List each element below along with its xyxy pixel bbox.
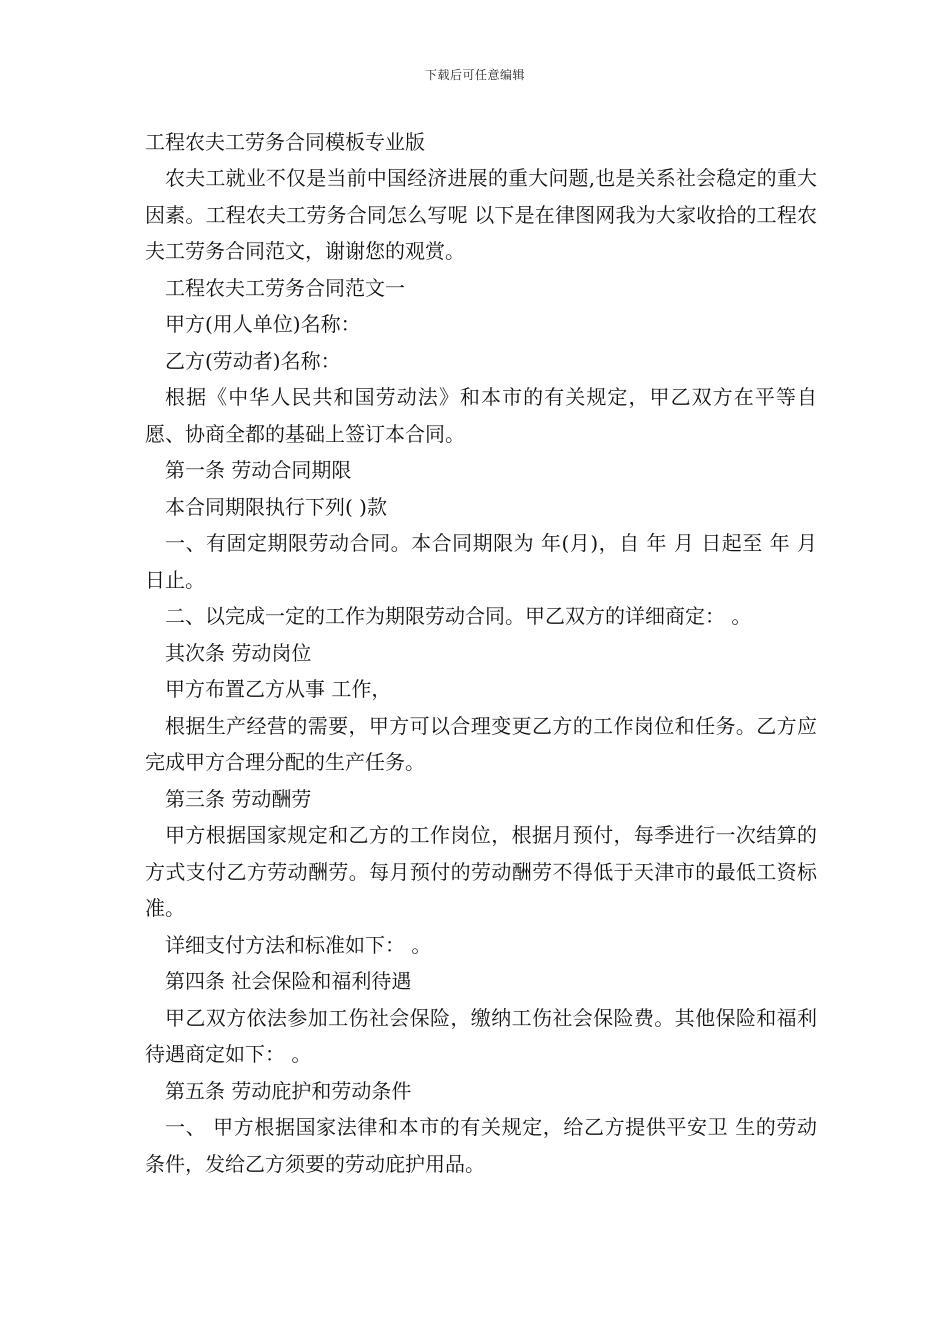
- article-4-insurance: 甲乙双方依法参加工伤社会保险，缴纳工伤社会保险费。其他保险和福利待遇商定如下： 。: [145, 1005, 817, 1066]
- paragraph-sample-heading: 工程农夫工劳务合同范文一: [165, 275, 405, 300]
- header-note: 下载后可任意编辑: [424, 68, 525, 82]
- paragraph-basis: 根据《中华人民共和国劳动法》和本市的有关规定，甲乙双方在平等自愿、协商全都的基础上签订本合同。: [145, 385, 817, 446]
- paragraph-party-a: 甲方(用人单位)名称：: [165, 312, 361, 336]
- article-3-standard: 详细支付方法和标准如下： 。: [165, 932, 432, 957]
- article-4-heading: 第四条 社会保险和福利待遇: [165, 969, 412, 993]
- document-title: 工程农夫工劳务合同模板专业版: [145, 130, 425, 154]
- article-5-item-1: 一、 甲方根据国家法律和本市的有关规定，给乙方提供平安卫 生的劳动条件，发给乙方须要的劳动庇护用品。: [145, 1115, 817, 1176]
- article-1-clause: 本合同期限执行下列( )款: [165, 494, 387, 519]
- article-2-assignment: 甲方布置乙方从事 工作，: [165, 677, 392, 701]
- document-body: [145, 124, 817, 1182]
- paragraph-intro: 农夫工就业不仅是当前中国经济进展的重大问题,也是关系社会稳定的重大因素。工程农夫工劳务合同怎么写呢 以下是在律图网我为大家收拾的工程农夫工劳务合同范文，谢谢您的观赏。: [145, 166, 817, 263]
- article-2-change: 根据生产经营的需要，甲方可以合理变更乙方的工作岗位和任务。乙方应完成甲方合理分配的生产任务。: [145, 713, 817, 774]
- article-3-payment: 甲方根据国家规定和乙方的工作岗位，根据月预付，每季进行一次结算的方式支付乙方劳动酬劳。每月预付的劳动酬劳不得低于天津市的最低工资标准。: [145, 823, 817, 920]
- article-2-heading: 其次条 劳动岗位: [165, 640, 312, 665]
- article-5-heading: 第五条 劳动庇护和劳动条件: [165, 1078, 412, 1103]
- article-1-heading: 第一条 劳动合同期限: [165, 458, 352, 482]
- article-3-heading: 第三条 劳动酬劳: [165, 786, 312, 811]
- article-1-item-2: 二、以完成一定的工作为期限劳动合同。甲乙双方的详细商定： 。: [165, 604, 752, 628]
- article-1-item-1: 一、有固定期限劳动合同。本合同期限为 年(月)，自 年 月 日起至 年 月 日止。: [145, 531, 817, 592]
- paragraph-party-b: 乙方(劳动者)名称：: [165, 348, 341, 373]
